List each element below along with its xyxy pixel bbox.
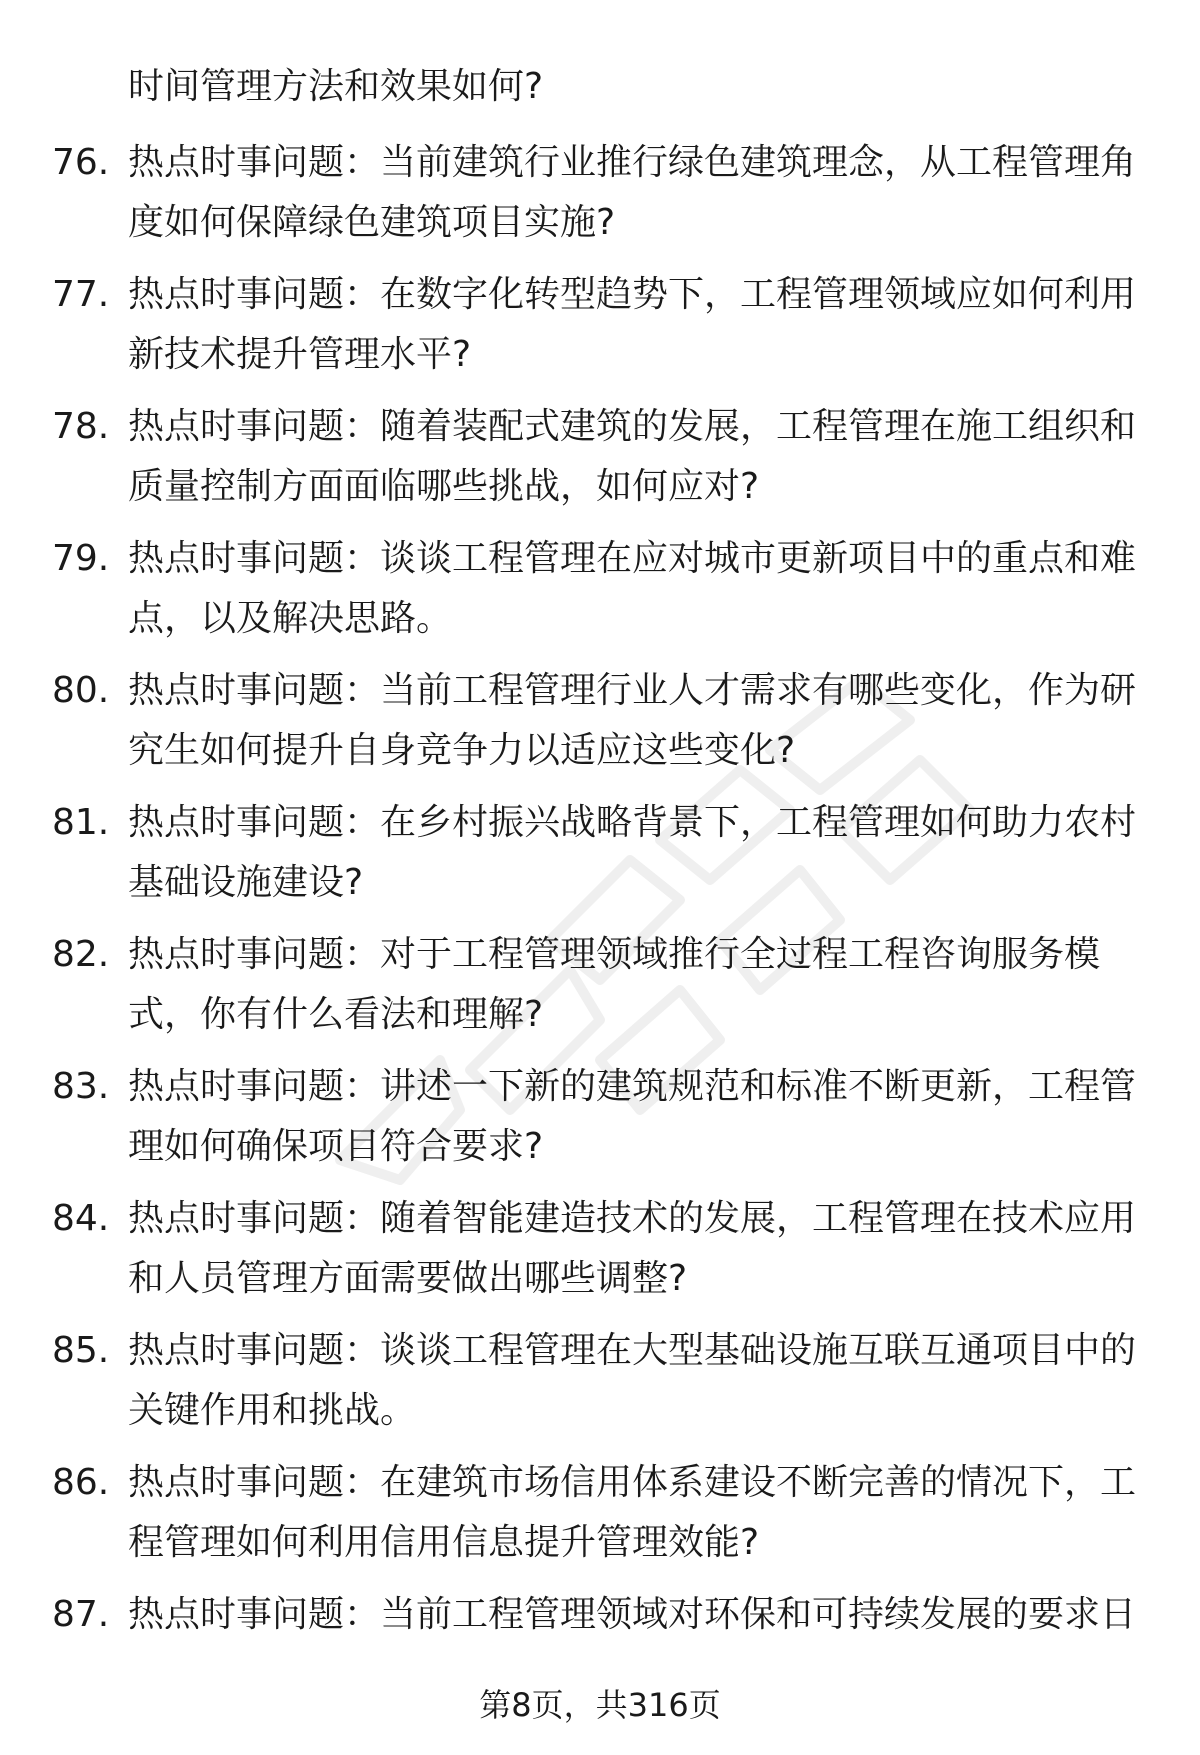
question-text-line: 热点时事问题：对于工程管理领域推行全过程工程咨询服务模 — [128, 934, 1101, 975]
list-item — [0, 930, 1200, 1040]
question-number: 86. — [52, 1462, 110, 1503]
question-number: 85. — [52, 1330, 110, 1371]
question-text-line: 究生如何提升自身竞争力以适应这些变化? — [128, 730, 796, 771]
question-number: 78. — [52, 406, 110, 447]
question-text-line: 热点时事问题：随着装配式建筑的发展，工程管理在施工组织和 — [128, 406, 1137, 447]
list-item — [0, 666, 1200, 776]
page-footer: 第8页，共316页 — [479, 1686, 721, 1724]
question-number: 82. — [52, 934, 110, 975]
question-text-line: 热点时事问题：当前工程管理领域对环保和可持续发展的要求日 — [128, 1594, 1137, 1635]
question-text-line: 热点时事问题：在数字化转型趋势下，工程管理领域应如何利用 — [128, 274, 1137, 315]
question-number: 76. — [52, 142, 110, 183]
list-item — [0, 1458, 1200, 1568]
question-text-line: 新技术提升管理水平? — [128, 334, 472, 375]
list-item — [0, 270, 1200, 380]
question-list — [0, 138, 1200, 1722]
list-item — [0, 402, 1200, 512]
question-text-line: 点，以及解决思路。 — [128, 598, 453, 639]
question-text-line: 热点时事问题：谈谈工程管理在应对城市更新项目中的重点和难 — [128, 538, 1137, 579]
list-item — [0, 138, 1200, 248]
question-text-line: 质量控制方面面临哪些挑战，如何应对? — [128, 466, 760, 507]
question-text-line: 式，你有什么看法和理解? — [128, 994, 544, 1035]
question-text-line: 关键作用和挑战。 — [128, 1390, 417, 1431]
question-text-line: 和人员管理方面需要做出哪些调整? — [128, 1258, 688, 1299]
question-text-line: 热点时事问题：当前工程管理行业人才需求有哪些变化，作为研 — [128, 670, 1137, 711]
question-number: 80. — [52, 670, 110, 711]
question-number: 79. — [52, 538, 110, 579]
list-item — [0, 1194, 1200, 1304]
question-text-line: 度如何保障绿色建筑项目实施? — [128, 202, 616, 243]
question-text-line: 热点时事问题：在建筑市场信用体系建设不断完善的情况下，工 — [128, 1462, 1137, 1503]
question-text-line: 理如何确保项目符合要求? — [128, 1126, 544, 1167]
continuation-text: 时间管理方法和效果如何? — [128, 66, 544, 107]
question-text-line: 热点时事问题：在乡村振兴战略背景下，工程管理如何助力农村 — [128, 802, 1137, 843]
question-text-line: 热点时事问题：当前建筑行业推行绿色建筑理念，从工程管理角 — [128, 142, 1137, 183]
question-number: 83. — [52, 1066, 110, 1107]
question-text-line: 基础设施建设? — [128, 862, 364, 903]
list-item — [0, 1326, 1200, 1436]
list-item — [0, 798, 1200, 908]
question-number: 87. — [52, 1594, 110, 1635]
question-text-line: 热点时事问题：讲述一下新的建筑规范和标准不断更新，工程管 — [128, 1066, 1137, 1107]
question-number: 77. — [52, 274, 110, 315]
question-number: 81. — [52, 802, 110, 843]
question-text-line: 热点时事问题：随着智能建造技术的发展，工程管理在技术应用 — [128, 1198, 1137, 1239]
question-number: 84. — [52, 1198, 110, 1239]
question-text-line: 热点时事问题：谈谈工程管理在大型基础设施互联互通项目中的 — [128, 1330, 1137, 1371]
list-item — [0, 534, 1200, 644]
list-item — [0, 1062, 1200, 1172]
question-text-line: 程管理如何利用信用信息提升管理效能? — [128, 1522, 760, 1563]
